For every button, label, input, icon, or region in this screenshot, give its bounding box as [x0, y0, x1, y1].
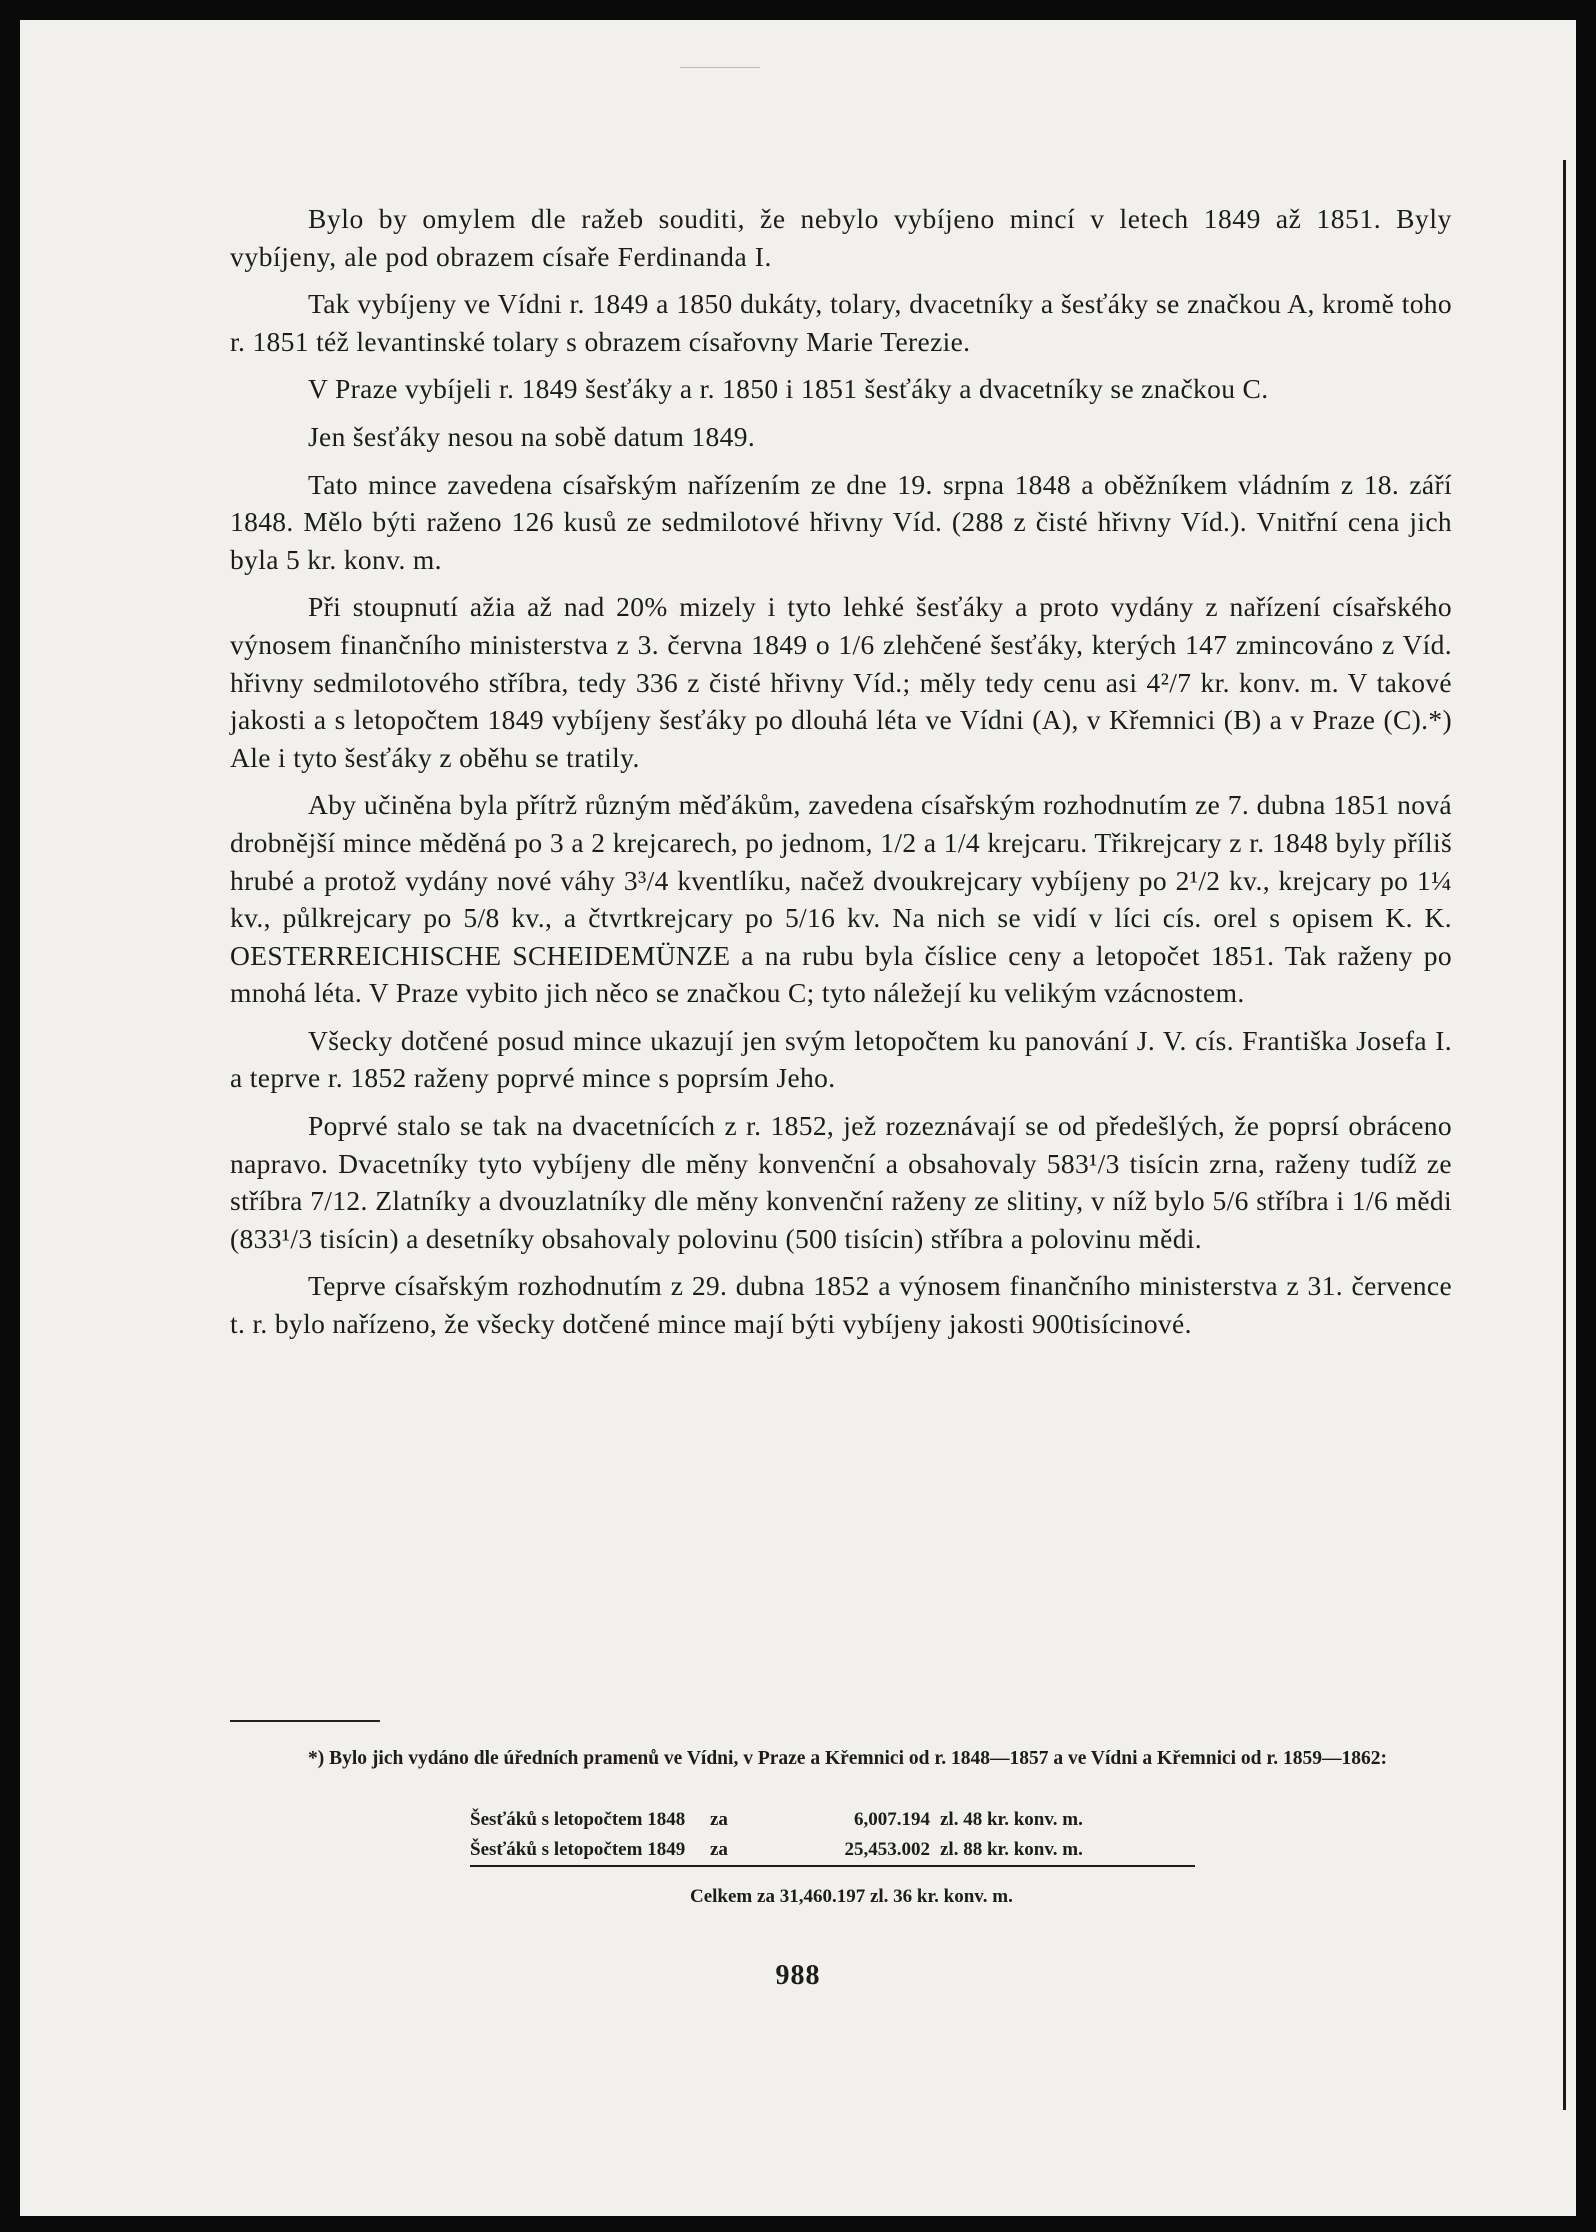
- paragraph: Při stoupnutí ažia až nad 20% mizely i tyto lehké šesťáky a proto vydány z nařízení císařského výnosem finančního ministerstva z 3. června 1849 o 1/6 zlehčené šesťáky, kterých 147 zmincováno z Víd. hřivny sedmilotového stříbra, tedy 336 z čisté hřivny Víd.; měly tedy cenu asi 4²/7 kr. konv. m. V takové jakosti a s letopočtem 1849 vybíjeny šesťáky po dlouhá léta ve Vídni (A), v Křemnici (B) a v Praze (C).*) Ale i tyto šesťáky z oběhu se tratily.: [230, 591, 1452, 773]
- scanned-page: [20, 20, 1576, 2216]
- row-za: za: [710, 1839, 728, 1860]
- paragraph: Všecky dotčené posud mince ukazují jen svým letopočtem ku panování J. V. cís. Františka Josefa I. a teprve r. 1852 raženy poprvé mince s poprsím Jeho.: [230, 1024, 1452, 1094]
- paragraph: V Praze vybíjeli r. 1849 šesťáky a r. 1850 i 1851 šesťáky a dvacetníky se značkou C.: [308, 373, 1269, 405]
- footnote-table: [470, 1805, 1195, 1867]
- paragraph: Poprvé stalo se tak na dvacetnících z r. 1852, jež rozeznávají se od předešlých, že poprsí obráceno napravo. Dvacetníky tyto vybíjeny dle měny konvenční a obsahovaly 583¹/3 tisícin zrna, raženy tudíž ze stříbra 7/12. Zlatníky a dvouzlatníky dle měny konvenční raženy ze slitiny, v níž bylo 5/6 stříbra i 1/6 mědi (833¹/3 tisícin) a desetníky obsahovaly polovinu (500 tisícin) stříbra a polovinu mědi.: [230, 1110, 1452, 1254]
- row-amount: 25,453.002: [844, 1839, 930, 1860]
- paragraph: Bylo by omylem dle ražeb souditi, že nebylo vybíjeno mincí v letech 1849 až 1851. Byly vybíjeny, ale pod obrazem císaře Ferdinanda I.: [230, 203, 1452, 272]
- paragraph: Teprve císařským rozhodnutím z 29. dubna 1852 a výnosem finančního ministerstva z 31. července t. r. bylo nařízeno, že všecky dotčené mince mají býti vybíjeny jakosti 900tisícinové.: [230, 1270, 1452, 1340]
- paragraph: Tak vybíjeny ve Vídni r. 1849 a 1850 dukáty, tolary, dvacetníky a šesťáky se značkou A, kromě toho r. 1851 též levantinské tolary s obrazem císařovny Marie Terezie.: [230, 288, 1452, 357]
- scan-edge-line: [1563, 160, 1566, 2110]
- footnote-divider: [230, 1720, 380, 1722]
- paragraph: Jen šesťáky nesou na sobě datum 1849.: [308, 420, 756, 452]
- scan-mark: [680, 67, 760, 68]
- row-za: za: [710, 1809, 728, 1830]
- footnote-row: [470, 1835, 1195, 1867]
- row-unit: zl. 88 kr. konv. m.: [940, 1839, 1083, 1860]
- body-text: [230, 200, 1452, 1353]
- paragraph: Tato mince zavedena císařským nařízením ze dne 19. srpna 1848 a oběžníkem vládním z 18. září 1848. Mělo býti raženo 126 kusů ze sedmilotové hřivny Víd. (288 z čisté hřivny Víd.). Vnitřní cena jich byla 5 kr. konv. m.: [230, 468, 1452, 575]
- row-label: Šesťáků s letopočtem 1849: [470, 1839, 686, 1860]
- footnote-total: Celkem za 31,460.197 zl. 36 kr. konv. m.: [690, 1886, 1013, 1907]
- footnote-row: [470, 1805, 1195, 1835]
- row-unit: zl. 48 kr. konv. m.: [940, 1809, 1083, 1830]
- paragraph: Aby učiněna byla přítrž různým měďákům, zavedena císařským rozhodnutím ze 7. dubna 1851 nová drobnější mince měděná po 3 a 2 krejcarech, po jednom, 1/2 a 1/4 krejcaru. Třikrejcary z r. 1848 byly příliš hrubé a protož vydány nové váhy 3³/4 kventlíku, načež dvoukrejcary vybíjeny po 2¹/2 kv., krejcary po 1¼ kv., půlkrejcary po 5/8 kv., a čtvrtkrejcary po 5/16 kv. Na nich se vidí v líci cís. orel s opisem K. K. OESTERREICHISCHE SCHEIDEMÜNZE a na rubu byla číslice ceny a letopočet 1851. Tak raženy po mnohá léta. V Praze vybito jich něco se značkou C; tyto náležejí ku velikým vzácnostem.: [230, 789, 1452, 1009]
- row-amount: 6,007.194: [854, 1809, 930, 1830]
- row-label: Šesťáků s letopočtem 1848: [470, 1809, 686, 1830]
- page-number: 988: [775, 1960, 821, 1991]
- footnote-text: *) Bylo jich vydáno dle úředních pramenů ve Vídni, v Praze a Křemnici od r. 1848—1857 a ve Vídni a Křemnici od r. 1859—1862:: [308, 1748, 1388, 1769]
